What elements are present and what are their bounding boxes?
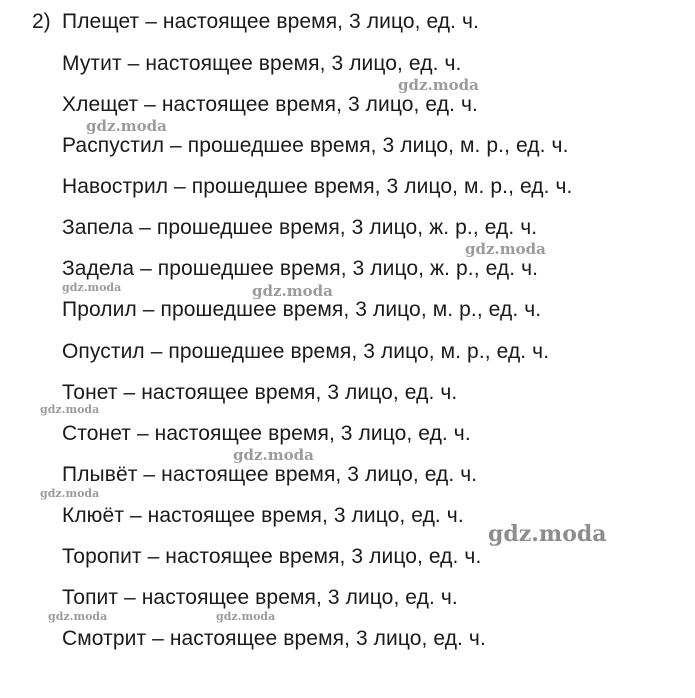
watermark: gdz.moda	[40, 403, 100, 416]
watermark: gdz.moda	[62, 281, 122, 294]
answer-line: Мутит – настоящее время, 3 лицо, ед. ч.	[62, 52, 462, 75]
watermark: gdz.moda	[40, 487, 100, 500]
watermark: gdz.moda	[252, 282, 333, 300]
answer-line: Хлещет – настоящее время, 3 лицо, ед. ч.	[62, 93, 478, 116]
answer-line: Распустил – прошедшее время, 3 лицо, м. р., ед. ч.	[62, 134, 569, 157]
exercise-number: 2)	[32, 10, 51, 33]
answer-line: Навострил – прошедшее время, 3 лицо, м. р., ед. ч.	[62, 175, 573, 198]
watermark: gdz.moda	[488, 521, 607, 547]
answer-line: Тонет – настоящее время, 3 лицо, ед. ч.	[62, 381, 458, 404]
answer-line: Стонет – настоящее время, 3 лицо, ед. ч.	[62, 422, 471, 445]
answer-line: Задела – прошедшее время, 3 лицо, ж. р., ед. ч.	[62, 257, 539, 280]
watermark: gdz.moda	[48, 610, 108, 623]
answer-line: Пролил – прошедшее время, 3 лицо, м. р., ед. ч.	[62, 298, 542, 321]
answer-line: Топит – настоящее время, 3 лицо, ед. ч.	[62, 586, 458, 609]
answer-line: Торопит – настоящее время, 3 лицо, ед. ч.	[62, 545, 482, 568]
answer-line: Запела – прошедшее время, 3 лицо, ж. р., ед. ч.	[62, 216, 538, 239]
answer-line: Плывёт – настоящее время, 3 лицо, ед. ч.	[62, 463, 478, 486]
watermark: gdz.moda	[398, 76, 479, 94]
watermark: gdz.moda	[465, 240, 546, 258]
watermark: gdz.moda	[233, 446, 314, 464]
watermark: gdz.moda	[216, 610, 276, 623]
answer-line: Смотрит – настоящее время, 3 лицо, ед. ч.	[62, 627, 486, 650]
answer-line: Клюёт – настоящее время, 3 лицо, ед. ч.	[62, 504, 464, 527]
answer-line: Опустил – прошедшее время, 3 лицо, м. р., ед. ч.	[62, 340, 550, 363]
watermark: gdz.moda	[86, 117, 167, 135]
answer-line: Плещет – настоящее время, 3 лицо, ед. ч.	[62, 10, 480, 33]
